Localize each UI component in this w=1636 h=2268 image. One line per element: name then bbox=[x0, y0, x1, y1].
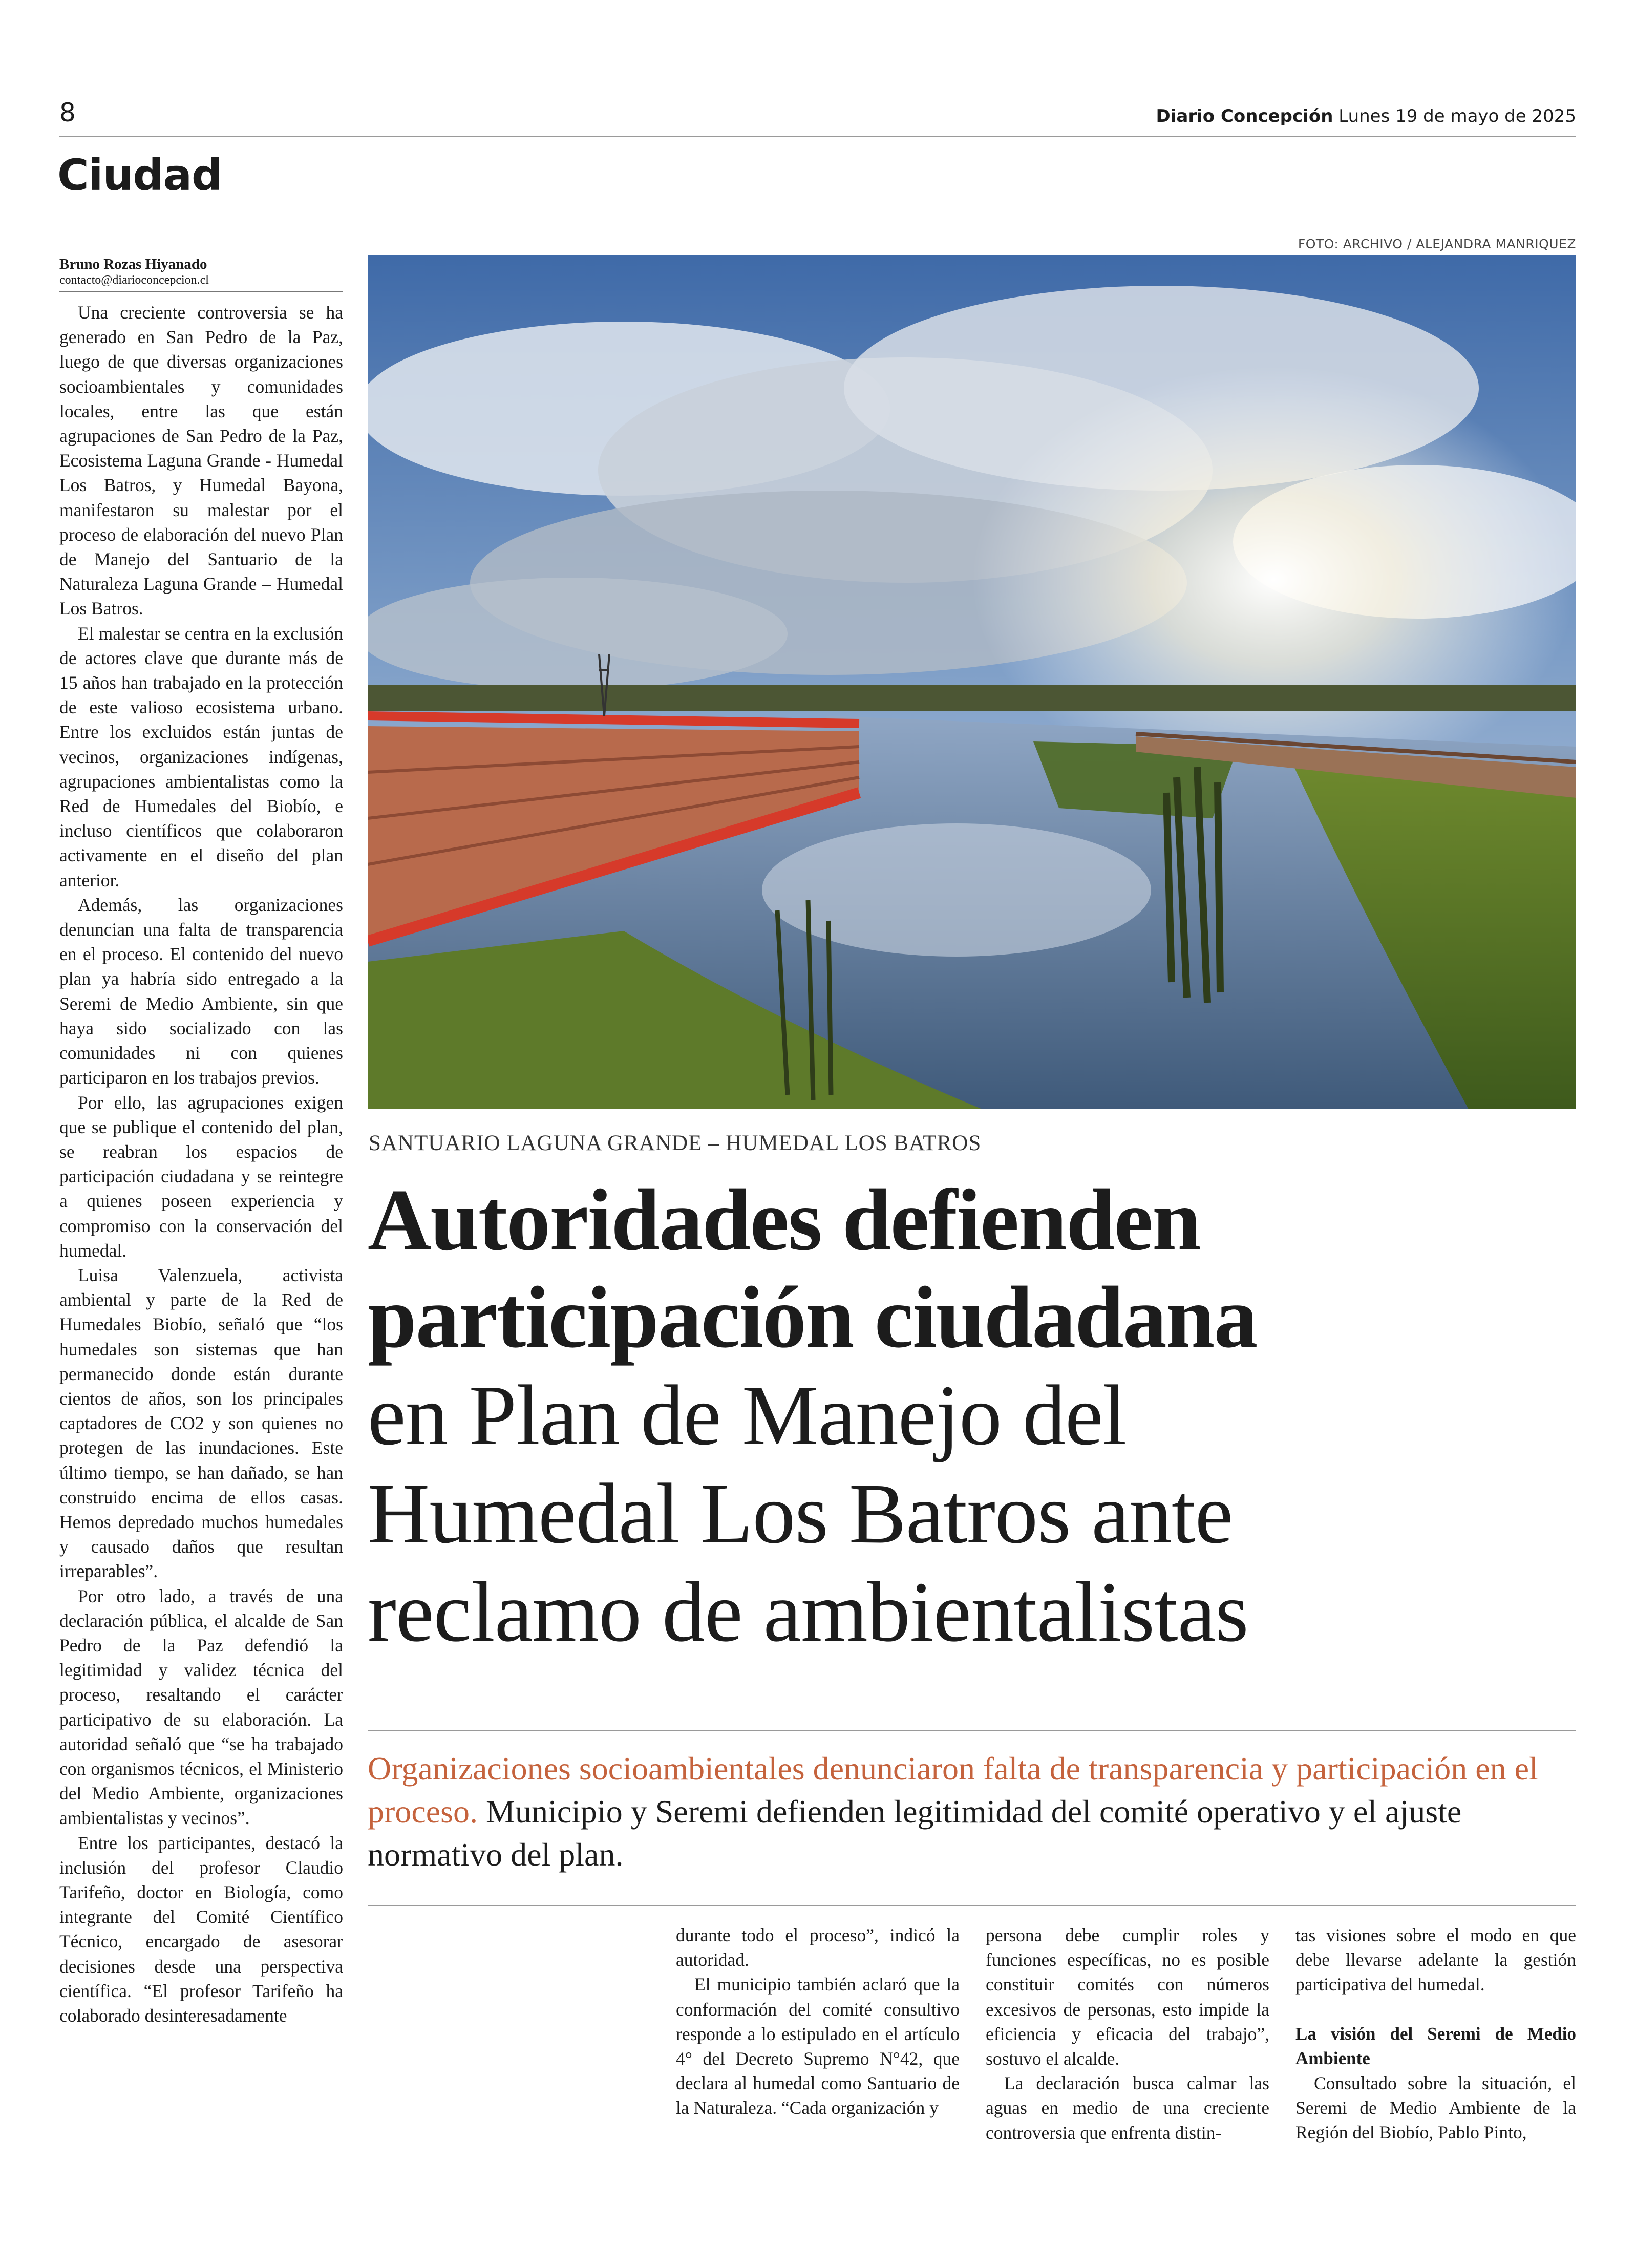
body-paragraph: El municipio también aclaró que la conformación del comité consultivo responde a lo estipulado en el artículo 4° del Decreto Supremo N°42, que declara al humedal como Santuario de la Naturaleza. “Cada organización y bbox=[676, 1974, 960, 2118]
author-name: Bruno Rozas Hiyanado bbox=[59, 256, 207, 272]
author-email: contacto@diarioconcepcion.cl bbox=[59, 273, 209, 287]
body-column-3 bbox=[1295, 1923, 1576, 2145]
body-paragraph: persona debe cumplir roles y funciones específicas, no es posible constituir comités con números excesivos de personas, esto impide la eficiencia y eficacia del trabajo”, sostuvo el alcalde. bbox=[986, 1925, 1269, 2069]
body-column-left bbox=[59, 300, 343, 2028]
deck-rule-top bbox=[368, 1730, 1576, 1731]
article-kicker: SANTUARIO LAGUNA GRANDE – HUMEDAL LOS BATROS bbox=[369, 1131, 982, 1155]
deck-rest: Municipio y Seremi defienden legitimidad del comité operativo y el ajuste normativo del plan. bbox=[368, 1793, 1462, 1873]
body-paragraph: Además, las organizaciones denuncian una falta de transparencia en el proceso. El contenido del nuevo plan ya habría sido entregado a la Seremi de Medio Ambiente, sin que haya sido socializado con las comunidades ni con quienes participaron en los trabajos previos. bbox=[59, 894, 343, 1088]
body-paragraph: Una creciente controversia se ha generado en San Pedro de la Paz, luego de que diversas organizaciones socioambientales y comunidades locales, entre las que están agrupaciones de San Pedro de la Paz, Ecosistema Laguna Grande - Humedal Los Batros, y Humedal Bayona, manifestaron su malestar por el proceso de elaboración del nuevo Plan de Manejo del Santuario de la Naturaleza Laguna Grande – Humedal Los Batros. bbox=[59, 302, 343, 619]
masthead bbox=[1156, 103, 1576, 129]
page-number: 8 bbox=[59, 98, 76, 128]
body-paragraph: tas visiones sobre el modo en que debe llevarse adelante la gestión participativa del humedal. bbox=[1295, 1925, 1576, 1995]
body-paragraph: Luisa Valenzuela, activista ambiental y parte de la Red de Humedales Biobío, señaló que “los humedales son sistemas que han permanecido donde están durante cientos de años, son los principales captadores de CO2 y son quienes no protegen de las inundaciones. Este último tiempo, se han dañado, se han construido encima de ellos casas. Hemos depredado muchos humedales y causado daños que resultan irreparables”. bbox=[59, 1264, 343, 1582]
newspaper-name: Diario Concepción bbox=[1156, 106, 1333, 126]
headline-line: Autoridades defienden bbox=[368, 1172, 1200, 1269]
body-paragraph: Entre los participantes, destacó la inclusión del profesor Claudio Tarifeño, doctor en Biología, como integrante del Comité Científico Técnico, encargado de asesorar decisiones desde una perspectiva científica. “El profesor Tarifeño ha colaborado desinteresadamente bbox=[59, 1832, 343, 2026]
article-headline bbox=[368, 1172, 1576, 1661]
deck-rule-bottom bbox=[368, 1905, 1576, 1906]
headline-line: en Plan de Manejo del bbox=[368, 1368, 1127, 1463]
headline-line: reclamo de ambientalistas bbox=[368, 1564, 1248, 1660]
body-paragraph: La declaración busca calmar las aguas en medio de una creciente controversia que enfrenta distin- bbox=[986, 2073, 1269, 2143]
body-paragraph: durante todo el proceso”, indicó la autoridad. bbox=[676, 1925, 960, 1970]
subheading: La visión del Seremi de Medio Ambiente bbox=[1295, 2023, 1576, 2068]
body-paragraph: Consultado sobre la situación, el Seremi de Medio Ambiente de la Región del Biobío, Pablo Pinto, bbox=[1295, 2073, 1576, 2143]
byline bbox=[59, 256, 343, 292]
page-header bbox=[59, 97, 1576, 137]
headline-line: Humedal Los Batros ante bbox=[368, 1466, 1233, 1561]
body-column-2 bbox=[986, 1923, 1269, 2145]
headline-line: participación ciudadana bbox=[368, 1269, 1257, 1366]
body-paragraph: Por ello, las agrupaciones exigen que se publique el contenido del plan, se reabran los espacios de participación ciudadana y se reintegre a quienes poseen experiencia y compromiso con la conservación del humedal. bbox=[59, 1092, 343, 1261]
body-paragraph: Por otro lado, a través de una declaración pública, el alcalde de San Pedro de la Paz defendió la legitimidad y validez técnica del proceso, resaltando el carácter participativo de su elaboración. La autoridad señaló que “se ha trabajado con organismos técnicos, el Ministerio del Medio Ambiente, organizaciones ambientalistas y vecinos”. bbox=[59, 1585, 343, 1829]
deck-accent: Organizaciones socioambientales denunciaron falta de transparencia y participación en el proceso. bbox=[368, 1750, 1538, 1830]
wetland-photo-illustration bbox=[368, 255, 1576, 1109]
article-deck bbox=[368, 1747, 1576, 1876]
section-title: Ciudad bbox=[57, 150, 222, 200]
wetland-photo bbox=[368, 255, 1576, 1109]
body-column-1 bbox=[676, 1923, 960, 2121]
issue-date: Lunes 19 de mayo de 2025 bbox=[1338, 106, 1576, 126]
photo-credit: FOTO: ARCHIVO / ALEJANDRA MANRIQUEZ bbox=[1298, 237, 1576, 251]
body-paragraph: El malestar se centra en la exclusión de actores clave que durante más de 15 años han trabajado en la protección de este valioso ecosistema urbano. Entre los excluidos están juntas de vecinos, organizaciones indígenas, agrupaciones ambientalistas como la Red de Humedales del Biobío, e incluso científicos que colaboraron activamente en el diseño del plan anterior. bbox=[59, 623, 343, 891]
